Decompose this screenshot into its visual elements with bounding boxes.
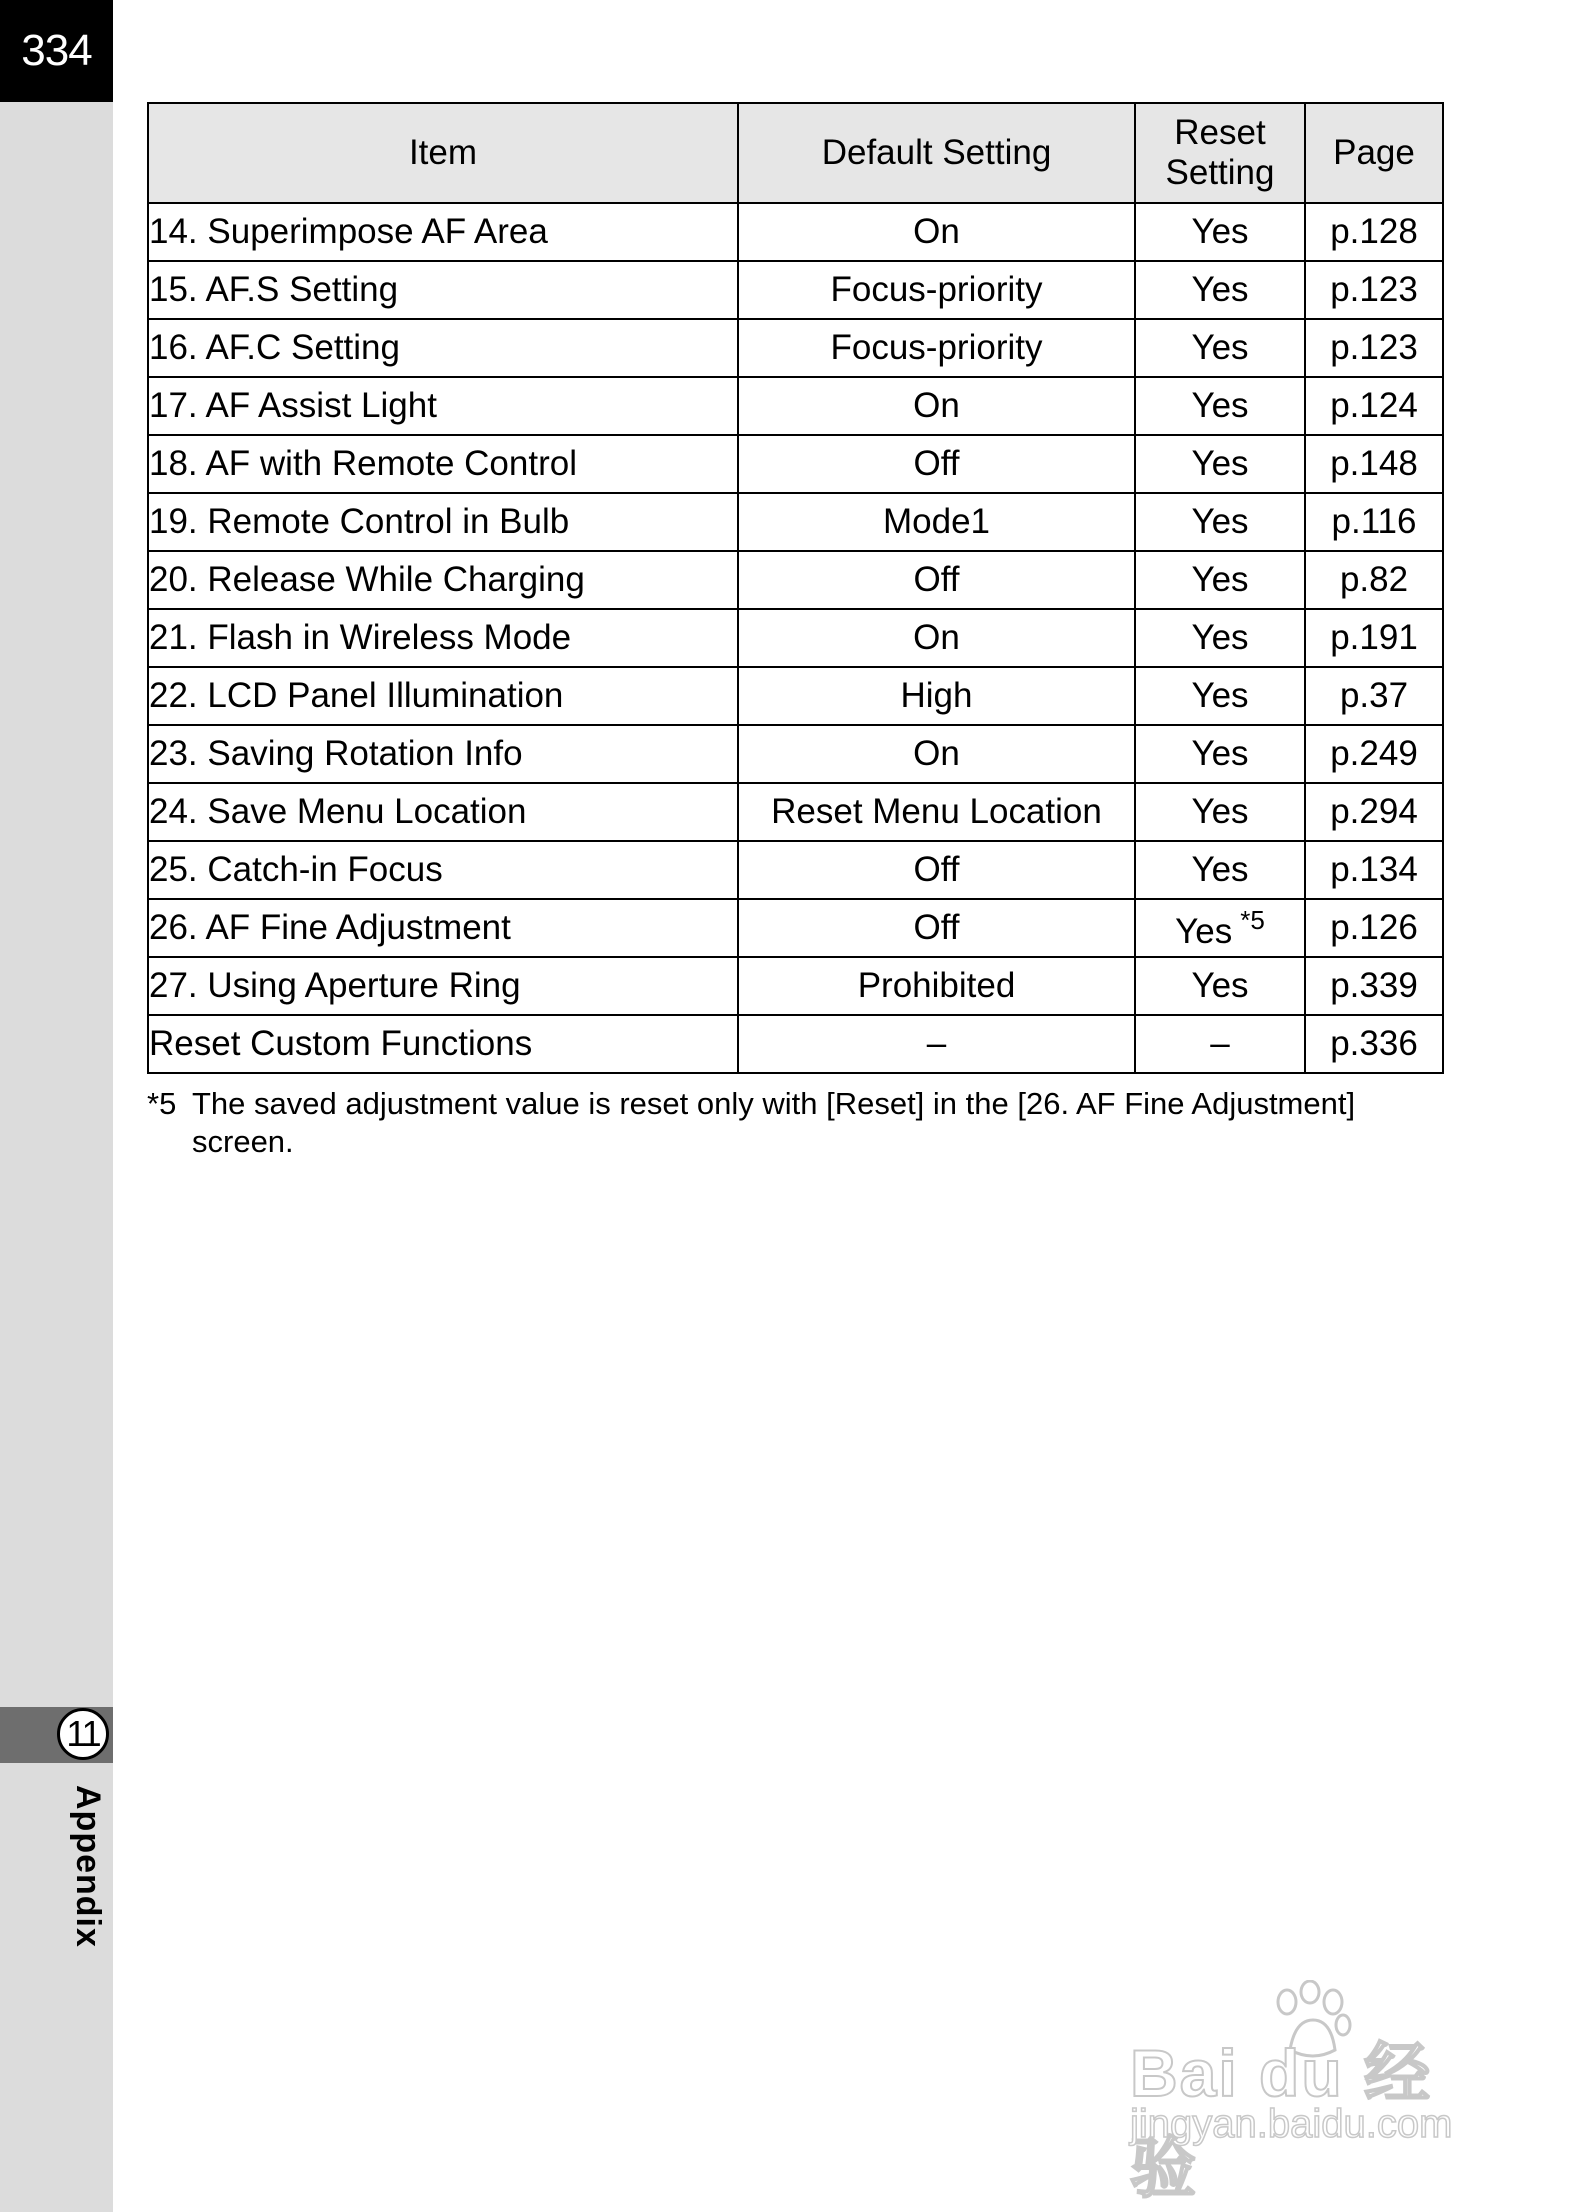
cell-item: 24. Save Menu Location (148, 783, 738, 841)
table-row (148, 435, 1443, 493)
reset-value: Yes (1191, 444, 1249, 483)
settings-table (147, 102, 1444, 1074)
cell-reset-setting (1135, 725, 1305, 783)
cell-reset-setting (1135, 261, 1305, 319)
table-row (148, 203, 1443, 261)
table-row (148, 957, 1443, 1015)
cell-item: 22. LCD Panel Illumination (148, 667, 738, 725)
cell-reset-setting (1135, 899, 1305, 957)
cell-reset-setting (1135, 319, 1305, 377)
cell-item: 18. AF with Remote Control (148, 435, 738, 493)
cell-reset-setting (1135, 493, 1305, 551)
reset-value: Yes (1191, 850, 1249, 889)
cell-item: 26. AF Fine Adjustment (148, 899, 738, 957)
cell-default-setting: Off (738, 899, 1135, 957)
cell-default-setting: Reset Menu Location (738, 783, 1135, 841)
reset-value: Yes (1191, 502, 1249, 541)
footnote-reference: *5 (1240, 904, 1265, 935)
table-body (148, 203, 1443, 1073)
cell-reset-setting (1135, 551, 1305, 609)
cell-item: 14. Superimpose AF Area (148, 203, 738, 261)
reset-value: Yes (1191, 386, 1249, 425)
cell-item: 17. AF Assist Light (148, 377, 738, 435)
chapter-label: Appendix (69, 1785, 107, 1948)
table-row (148, 725, 1443, 783)
reset-value: Yes (1191, 270, 1249, 309)
cell-default-setting: Focus-priority (738, 261, 1135, 319)
cell-reset-setting (1135, 667, 1305, 725)
cell-page-reference: p.37 (1305, 667, 1443, 725)
baidu-watermark (1125, 1980, 1495, 2205)
cell-item: 27. Using Aperture Ring (148, 957, 738, 1015)
cell-page-reference: p.148 (1305, 435, 1443, 493)
footnote-text: The saved adjustment value is reset only with [Reset] in the [26. AF Fine Adjustment] screen. (192, 1086, 1356, 1159)
cell-default-setting: Prohibited (738, 957, 1135, 1015)
chapter-number-badge: 11 (57, 1708, 109, 1760)
page-number: 334 (0, 0, 113, 102)
cell-default-setting: Off (738, 435, 1135, 493)
cell-page-reference: p.128 (1305, 203, 1443, 261)
header-item: Item (148, 103, 738, 203)
cell-reset-setting (1135, 783, 1305, 841)
table-row (148, 899, 1443, 957)
reset-value: Yes (1191, 676, 1249, 715)
reset-value: Yes (1191, 966, 1249, 1005)
cell-default-setting: On (738, 725, 1135, 783)
cell-page-reference: p.116 (1305, 493, 1443, 551)
watermark-url: jingyan.baidu.com (1130, 2102, 1453, 2146)
cell-page-reference: p.134 (1305, 841, 1443, 899)
reset-value: Yes (1191, 212, 1249, 251)
table-row (148, 1015, 1443, 1073)
cell-item: 23. Saving Rotation Info (148, 725, 738, 783)
table-row (148, 551, 1443, 609)
cell-item: 19. Remote Control in Bulb (148, 493, 738, 551)
cell-item: 15. AF.S Setting (148, 261, 738, 319)
cell-reset-setting (1135, 435, 1305, 493)
cell-default-setting: – (738, 1015, 1135, 1073)
header-reset-setting: Reset Setting (1135, 103, 1305, 203)
table-row (148, 261, 1443, 319)
cell-item: Reset Custom Functions (148, 1015, 738, 1073)
cell-default-setting: On (738, 203, 1135, 261)
reset-value: Yes (1191, 560, 1249, 599)
cell-item: 25. Catch-in Focus (148, 841, 738, 899)
cell-default-setting: Off (738, 551, 1135, 609)
table-row (148, 841, 1443, 899)
reset-value: Yes (1191, 618, 1249, 657)
cell-item: 16. AF.C Setting (148, 319, 738, 377)
cell-page-reference: p.123 (1305, 319, 1443, 377)
reset-value: Yes (1191, 792, 1249, 831)
cell-page-reference: p.249 (1305, 725, 1443, 783)
cell-page-reference: p.126 (1305, 899, 1443, 957)
footnote-mark: *5 (147, 1086, 177, 1121)
table-row (148, 319, 1443, 377)
cell-item: 21. Flash in Wireless Mode (148, 609, 738, 667)
cell-reset-setting (1135, 1015, 1305, 1073)
reset-value: Yes (1175, 911, 1233, 951)
cell-reset-setting (1135, 203, 1305, 261)
table-row (148, 609, 1443, 667)
table-row (148, 783, 1443, 841)
cell-page-reference: p.339 (1305, 957, 1443, 1015)
cell-reset-setting (1135, 957, 1305, 1015)
table-row (148, 667, 1443, 725)
cell-default-setting: Mode1 (738, 493, 1135, 551)
cell-reset-setting (1135, 377, 1305, 435)
cell-reset-setting (1135, 609, 1305, 667)
cell-default-setting: On (738, 377, 1135, 435)
cell-reset-setting (1135, 841, 1305, 899)
header-default-setting: Default Setting (738, 103, 1135, 203)
cell-page-reference: p.191 (1305, 609, 1443, 667)
header-page: Page (1305, 103, 1443, 203)
table-row (148, 377, 1443, 435)
table-header-row (148, 103, 1443, 203)
cell-default-setting: On (738, 609, 1135, 667)
cell-page-reference: p.294 (1305, 783, 1443, 841)
watermark-logo: Bai du 经验 (1130, 2036, 1433, 2205)
table-row (148, 493, 1443, 551)
cell-page-reference: p.336 (1305, 1015, 1443, 1073)
cell-default-setting: Off (738, 841, 1135, 899)
cell-page-reference: p.123 (1305, 261, 1443, 319)
cell-default-setting: Focus-priority (738, 319, 1135, 377)
reset-value: Yes (1191, 328, 1249, 367)
cell-page-reference: p.82 (1305, 551, 1443, 609)
reset-value: Yes (1191, 734, 1249, 773)
cell-page-reference: p.124 (1305, 377, 1443, 435)
cell-default-setting: High (738, 667, 1135, 725)
reset-value: – (1210, 1024, 1230, 1063)
footnote (147, 1085, 1457, 1161)
cell-item: 20. Release While Charging (148, 551, 738, 609)
